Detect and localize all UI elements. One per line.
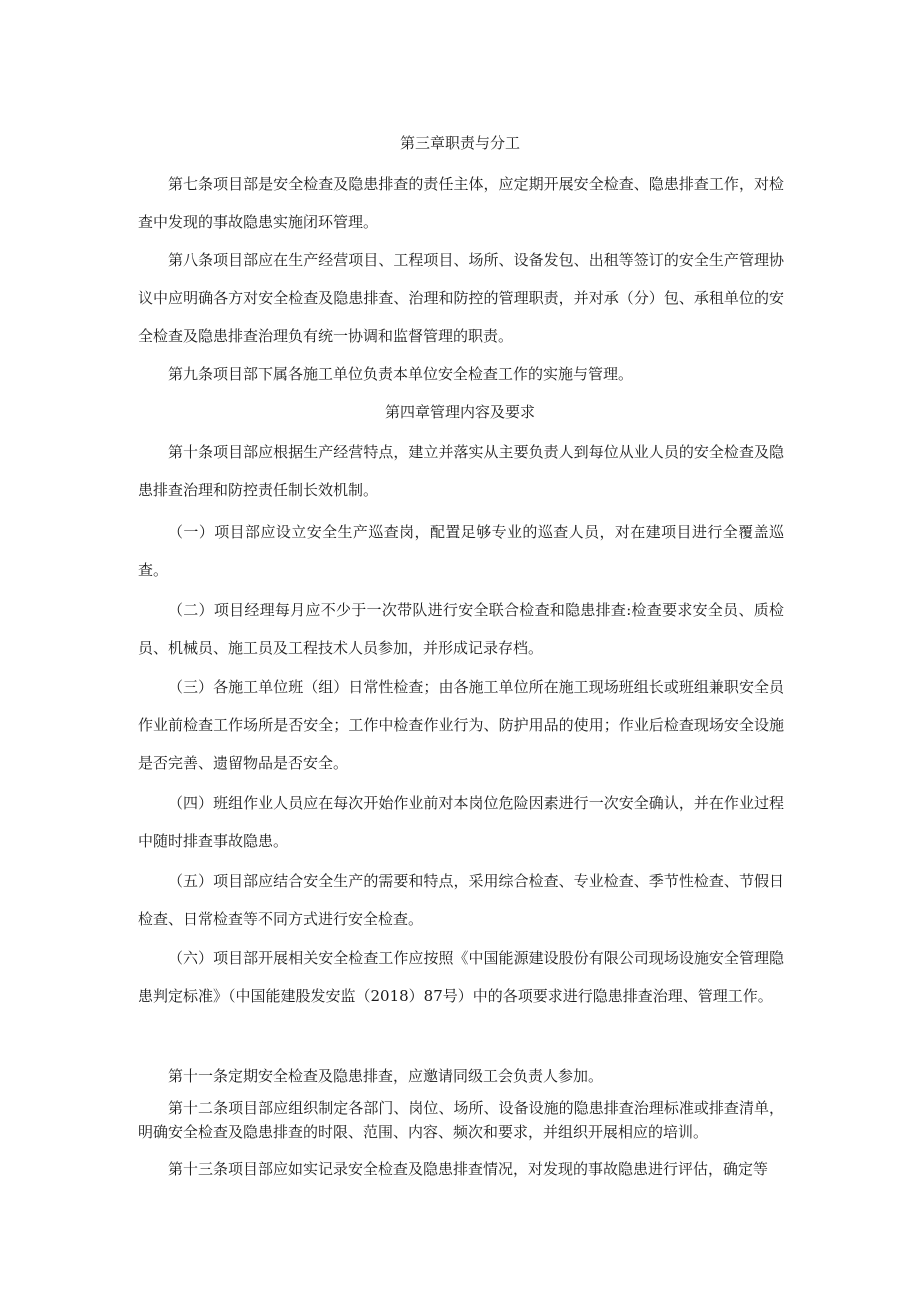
article-11: 第十一条定期安全检查及隐患排查，应邀请同级工会负责人参加。 <box>168 1067 604 1085</box>
chapter-3-title: 第三章职责与分工 <box>399 134 520 152</box>
article-13: 第十三条项目部应如实记录安全检查及隐患排查情况，对发现的事故隐患进行评估，确定等 <box>168 1160 769 1178</box>
list-item-2: （二）项目经理每月应不少于一次带队进行安全联合检查和隐患排查:检查要求安全员、质检员、机械员、施工员及工程技术人员参加，并形成记录存档。 <box>138 601 784 657</box>
list-item-6: （六）项目部开展相关安全检查工作应按照《中国能源建设股份有限公司现场设施安全管理隐患判定标准》（中国能建股发安监（2018）87号）中的各项要求进行隐患排查治理、管理工作。 <box>138 949 784 1005</box>
list-item-5: （五）项目部应结合安全生产的需要和特点，采用综合检查、专业检查、季节性检查、节假日检查、日常检查等不同方式进行安全检查。 <box>138 872 784 928</box>
article-10: 第十条项目部应根据生产经营特点，建立并落实从主要负责人到每位从业人员的安全检查及隐患排查治理和防控责任制长效机制。 <box>138 443 784 499</box>
article-7: 第七条项目部是安全检查及隐患排查的责任主体，应定期开展安全检查、隐患排查工作，对检查中发现的事故隐患实施闭环管理。 <box>138 175 784 231</box>
article-8: 第八条项目部应在生产经营项目、工程项目、场所、设备发包、出租等签订的安全生产管理协议中应明确各方对安全检查及隐患排查、治理和防控的管理职责，并对承（分）包、承租单位的安全检查及隐患排查治理负有统一协调和监督管理的职责。 <box>138 251 784 345</box>
article-12: 第十二条项目部应组织制定各部门、岗位、场所、设备设施的隐患排查治理标准或排查清单，明确安全检查及隐患排查的时限、范围、内容、频次和要求，并组织开展相应的培训。 <box>138 1099 784 1141</box>
chapter-4-title: 第四章管理内容及要求 <box>384 403 535 421</box>
article-9: 第九条项目部下属各施工单位负责本单位安全检查工作的实施与管理。 <box>168 365 634 383</box>
list-item-4: （四）班组作业人员应在每次开始作业前对本岗位危险因素进行一次安全确认，并在作业过程中随时排查事故隐患。 <box>138 794 784 850</box>
list-item-1: （一）项目部应设立安全生产巡查岗，配置足够专业的巡查人员，对在建项目进行全覆盖巡查。 <box>138 523 784 579</box>
list-item-3: （三）各施工单位班（组）日常性检查；由各施工单位所在施工现场班组长或班组兼职安全员作业前检查工作场所是否安全；工作中检查作业行为、防护用品的使用；作业后检查现场安全设施是否完善、遗留物品是否安全。 <box>138 678 784 772</box>
